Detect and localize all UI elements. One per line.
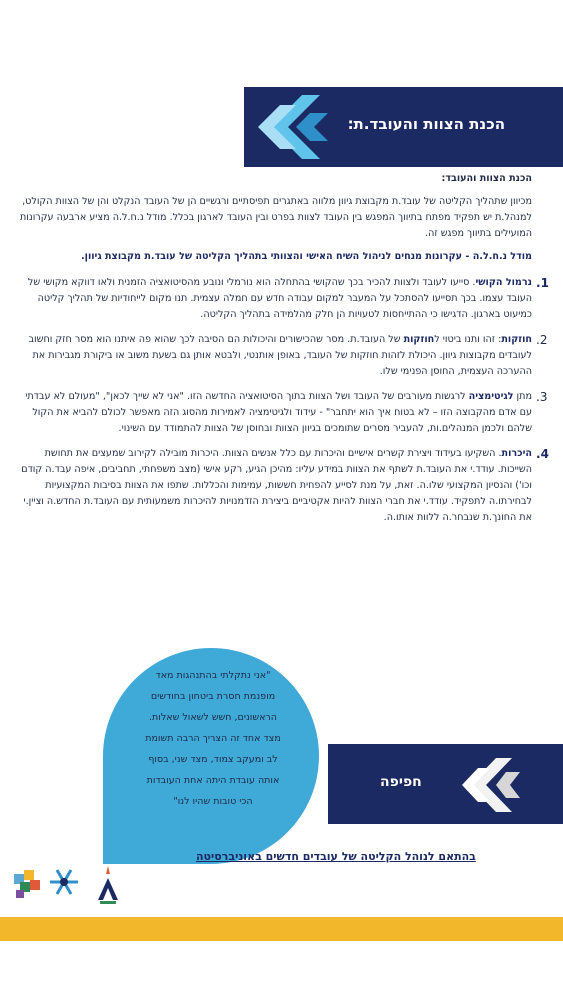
list-item xyxy=(18,332,548,380)
section-subtitle: הכנת הצוות והעובד: xyxy=(441,173,532,184)
chevron-left-icon xyxy=(454,756,528,814)
item-keyword: לגיטימציה xyxy=(468,391,514,402)
header-banner xyxy=(244,87,563,167)
item-keyword: חוזקות xyxy=(501,334,532,345)
list-item xyxy=(18,389,548,437)
quote-text: "אני נתקלתי בהתנהגות מאד מופנמת חסרת ביטחון בחודשים הראשונים, חשש לשאול שאלות. מצד אחד זה הצריך הרבה תשומת לב ומעקב צמוד, מצד שני, בסוף אותה עובדת היתה אחת העובדות הכי טובות שהיו לנו" xyxy=(145,670,281,807)
snowflake-logo xyxy=(50,870,78,894)
item-number: 2. xyxy=(536,333,548,347)
item-number: 1. xyxy=(536,276,549,290)
footer-stripe xyxy=(0,917,563,941)
item-keyword-2: חוזקות xyxy=(403,334,435,345)
page-title: הכנת הצוות והעובד.ת: xyxy=(347,115,505,133)
item-text-mid: : זהו ותנו ביטוי ל xyxy=(434,334,502,345)
chevron-left-icon xyxy=(240,91,336,163)
main-content xyxy=(18,171,549,526)
item-keyword: היכרות xyxy=(501,448,532,459)
university-logo xyxy=(98,866,118,904)
quote-bubble xyxy=(103,648,319,864)
item-text: לרגשות מעורבים של העובד ושל הצוות בתוך הסיטואציה החדשה הזו. "אני לא שייך לכאן", "מעולם לא עבדתי עם אדם מהקבוצה הזו – לא בטוח איך הוא יתחבר" - עידוד ולגיטימציה לאמירות מהסוג הזה מאפשר לכולם להביא את הקול שלהם ולכמן המנהלים.ות, להעביר מסרים שתומכים בגיוון הצוות ובחוסן של הצוות להתמודד עם השינוי. xyxy=(25,391,532,434)
model-title: מודל נ.ח.ל.ה - עקרונות מנחים לניהול השיח האישי והצוותי בתהליך הקליטה של עובד.ת מקבוצת גיוון. xyxy=(81,251,532,262)
tip-banner xyxy=(328,744,563,824)
partner-logos xyxy=(12,860,122,905)
item-number: 3. xyxy=(536,390,548,404)
item-pre: מתן xyxy=(513,391,532,402)
item-text: של העובד.ת. מסר שהכישורים והיכולות הם הסיבה לכך שהוא פה איתנו הוא מסר חזק וחשוב לעובדים מקבוצות גיוון. היכולת לזהות חוזקות של העובד, באופן אותנטי, ולבטא אותן גם בשעת משוב או ביקורת מגבירות את ההערכה העצמית, החוסן הפנימי שלו. xyxy=(28,334,532,377)
item-number: 4. xyxy=(536,447,549,461)
policy-link[interactable]: בהתאם לנוהל הקליטה של עובדים חדשים באוניברסיטה xyxy=(196,850,476,863)
item-text: . השקיעו בעידוד ויצירת קשרים אישיים והיכרות עם כלל אנשים הצוות. היכרות מובילה לקירוב שמעצים את תחושת השייכות. עודד.י את העובד.ת לשתף את הצוות במידע עליו: מהיכן הגיע, רקע אישי (מצב משפחתי, תחביבים, איפה עבד.ה קודם וכו') והנסיון המקצועי שלו.ה. זאת, על מנת לסייע להפחית חששות, עמימות והכללות. שתפו את הצוות בסיבות המקצועיות לבחירתו.ה לתפקיד. עודד.י את חברי הצוות להיות אקטיביים ביצירת הזדמנויות להיכרות משמעותית עם העובד.ת החדש.ה וציין.י את החונך.ת שנבחר.ה ללוות אותו.ה. xyxy=(21,448,532,523)
diversity-logo xyxy=(14,870,40,898)
item-text: . סייעו לעובד ולצוות להכיר בכך שהקושי בהתחלה הוא נורמלי ונובע מהסיטואציה הזמנית ולאו דווקא מקושי של העובד עצמו. בכך תסייעו להסתכל על המעבר למקום עבודה חדש עם חמלה עצמית. תנו מקום לייחודיות של תהליך קליטה כמיעוט בארגון. הדגישו כי ההתייחסות לטעויות הן חלק מהלמידה בתהליך הקליטה. xyxy=(27,277,532,320)
list-item xyxy=(18,446,549,526)
item-keyword: נרמול הקושי xyxy=(475,277,532,288)
intro-paragraph: מכיוון שתהליך הקליטה של עובד.ת מקבוצת גיוון מלווה באתגרים תפיסתיים ורגשיים הן של העובד הנקלט והן של הצוות הקולט, למנהל.ת יש תפקיד מפתח בתיווך המפגש בין העובד לצוות בפרט ובין העובד לארגון בכלל. מודל נ.ח.ל.ה מציע ארבעה עקרונות המועילים בתיווך מפגש זה. xyxy=(19,196,532,239)
list-item xyxy=(18,275,549,323)
tip-title: חפיפה xyxy=(380,774,422,790)
